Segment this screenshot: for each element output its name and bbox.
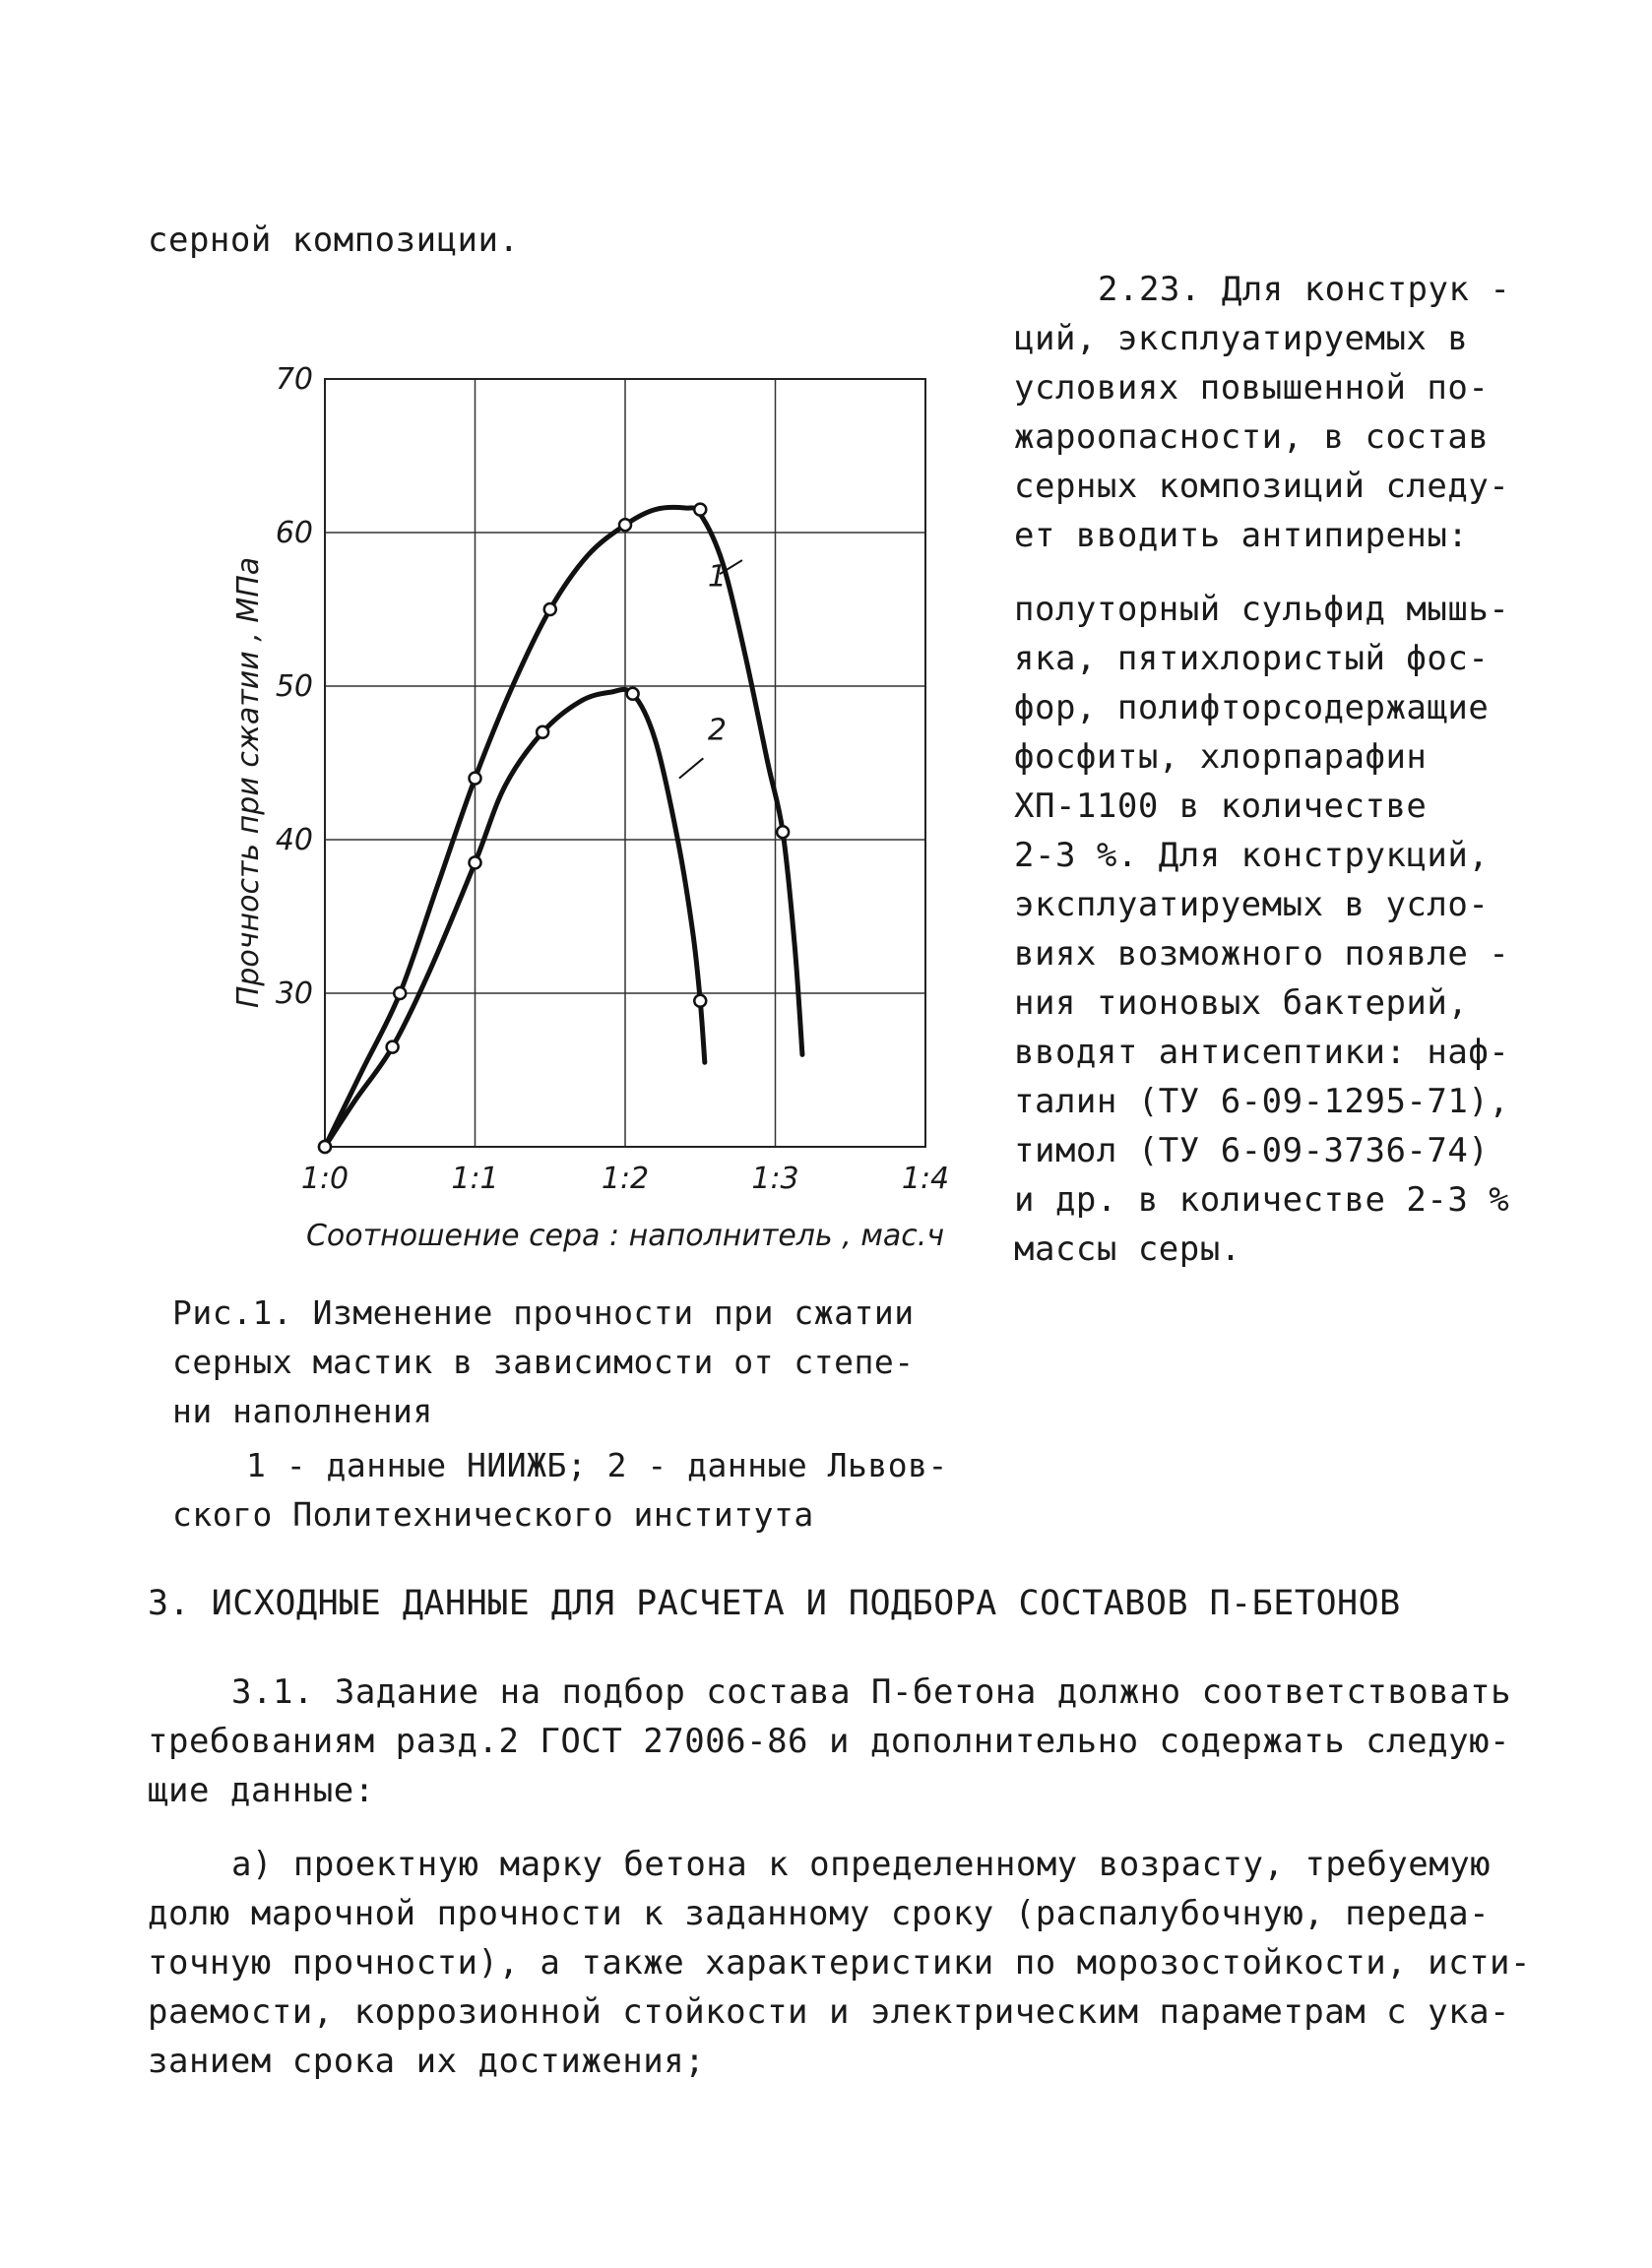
figure-legend-line-1: ского Политехнического института (172, 1495, 814, 1534)
para-a-line-3: раемости, коррозионной стойкости и электрическим параметрам с ука- (148, 1992, 1511, 2032)
x-tick-label-2: 1:2 (601, 1162, 650, 1196)
right-bottom-line-0: полуторный сульфид мышь- (1014, 590, 1510, 629)
x-tick-label-1: 1:1 (451, 1162, 499, 1196)
right-bottom-line-9: вводят антисептики: наф- (1014, 1033, 1510, 1072)
right-bottom-line-8: ния тионовых бактерий, (1014, 983, 1469, 1023)
y-tick-label-0: 30 (275, 976, 313, 1011)
y-tick-label-2: 50 (275, 669, 313, 704)
para-a-line-4: занием срока их достижения; (148, 2042, 706, 2081)
series-1-point-1 (394, 987, 406, 999)
figure-caption-line-1: серных мастик в зависимости от степе- (172, 1343, 915, 1381)
right-bottom-line-7: виях возможного появле - (1014, 934, 1510, 974)
right-bottom-line-11: тимол (ТУ 6-09-3736-74) (1014, 1131, 1490, 1170)
right-line-2: условиях повышенной по- (1014, 368, 1490, 408)
para-a-line-0: а) проектную марку бетона к определенному возрасту, требуемую (231, 1845, 1492, 1884)
right-bottom-line-13: массы серы. (1014, 1229, 1241, 1269)
y-tick-label-1: 40 (275, 823, 313, 857)
figure-caption-line-2: ни наполнения (172, 1392, 433, 1430)
right-line-5: ет вводить антипирены: (1014, 516, 1469, 555)
series-1-point-3 (544, 603, 556, 615)
series-1-label: 1 (707, 559, 727, 595)
right-line-1: ций, эксплуатируемых в (1014, 319, 1469, 358)
right-line-0: 2.23. Для конструк - (1098, 270, 1511, 309)
series-2-point-0 (319, 1141, 331, 1153)
right-bottom-line-1: яка, пятихлористый фос- (1014, 639, 1490, 678)
para-3-1-line-0: 3.1. Задание на подбор состава П-бетона должно соответствовать (231, 1672, 1512, 1712)
intro-line: серной композиции. (148, 220, 520, 260)
series-1-point-4 (619, 519, 631, 531)
right-line-3: жароопасности, в состав (1014, 417, 1490, 457)
para-3-1-line-2: щие данные: (148, 1771, 375, 1810)
series-2-point-4 (627, 688, 639, 700)
series-1-point-6 (777, 826, 789, 838)
right-bottom-line-6: эксплуатируемых в усло- (1014, 885, 1490, 924)
y-axis-title: Прочность при сжатии , МПа (231, 556, 266, 1009)
series-2-point-2 (470, 856, 481, 868)
series-2-line (325, 689, 705, 1147)
series-1-point-5 (694, 504, 706, 516)
right-bottom-line-2: фор, полифторсодержащие (1014, 688, 1490, 727)
section-heading: 3. ИСХОДНЫЕ ДАННЫЕ ДЛЯ РАСЧЕТА И ПОДБОРА СОСТАВОВ П-БЕТОНОВ (148, 1584, 1401, 1623)
right-bottom-line-4: ХП-1100 в количестве (1014, 787, 1428, 826)
y-tick-label-3: 60 (275, 516, 313, 550)
right-bottom-line-5: 2-3 %. Для конструкций, (1014, 836, 1490, 875)
series-2-point-3 (537, 726, 548, 738)
para-3-1-line-1: требованиям разд.2 ГОСТ 27006-86 и дополнительно содержать следую- (148, 1722, 1511, 1761)
x-tick-label-4: 1:4 (901, 1162, 950, 1196)
right-bottom-line-10: талин (ТУ 6-09-1295-71), (1014, 1082, 1510, 1121)
para-a-line-1: долю марочной прочности к заданному сроку (распалубочную, переда- (148, 1894, 1491, 1933)
right-line-4: серных композиций следу- (1014, 467, 1510, 506)
figure-legend-line-0: 1 - данные НИИЖБ; 2 - данные Львов- (246, 1446, 948, 1484)
right-column-top (1014, 266, 1516, 313)
series-2-label: 2 (707, 713, 727, 748)
figure-caption-line-0: Рис.1. Изменение прочности при сжатии (172, 1293, 915, 1332)
series-2-point-5 (694, 995, 706, 1007)
series-2-point-1 (387, 1041, 399, 1053)
series-2-leader (679, 758, 703, 778)
y-tick-label-4: 70 (275, 362, 313, 397)
x-tick-label-0: 1:0 (300, 1162, 349, 1196)
right-bottom-line-3: фосфиты, хлорпарафин (1014, 737, 1428, 777)
x-axis-title: Соотношение сера : наполнитель , мас.ч (305, 1219, 945, 1253)
right-bottom-line-12: и др. в количестве 2-3 % (1014, 1180, 1510, 1220)
series-1-point-2 (470, 773, 481, 785)
x-tick-label-3: 1:3 (751, 1162, 799, 1196)
para-a-line-2: точную прочности), а также характеристики по морозостойкости, исти- (148, 1943, 1531, 1983)
